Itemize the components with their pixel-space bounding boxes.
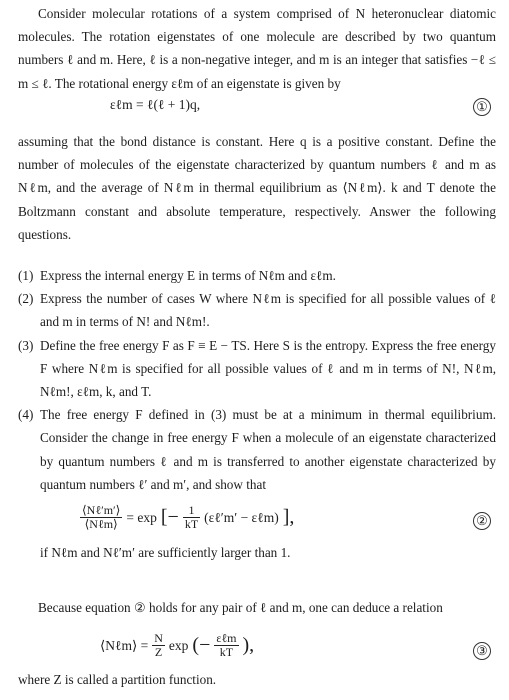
equation-3-number: ③ (473, 642, 491, 660)
closing-paragraph: Because equation ② holds for any pair of ℓ and m, one can deduce a relation (38, 600, 443, 615)
q4-condition-text: if Nℓm and Nℓ′m′ are sufficiently larger than 1. (40, 545, 291, 560)
eq2-exp: = exp (126, 509, 157, 525)
eq2-close-bracket: ], (282, 506, 295, 528)
eq2-lhs-fraction (80, 504, 122, 531)
eq3-denominator: Z (154, 645, 163, 659)
eq3-exp: exp (168, 637, 189, 653)
equation-2 (80, 504, 294, 531)
eq2-lhs-denominator: ⟨Nℓm⟩ (84, 517, 118, 531)
eq3-numerator: N (154, 631, 163, 645)
eq3-lhs: ⟨Nℓm⟩ = (100, 637, 149, 653)
question-text: Express the number of cases W where Nℓm is specified for all possible values of ℓ and m in terms of N! and Nℓm!. (40, 291, 496, 330)
eq2-tail: (εℓ′m′ − εℓm) (204, 509, 279, 525)
question-list (18, 264, 496, 496)
eq2-open-bracket: [− (160, 506, 179, 528)
eq2-lhs-numerator: ⟨Nℓ′m′⟩ (82, 503, 121, 517)
question-text: Express the internal energy E in terms of Nℓm and εℓm. (40, 268, 336, 283)
definitions-paragraph: assuming that the bond distance is constant. Here q is a positive constant. Define the number of molecules of the eigenstate characterized by quantum numbers ℓ and m as Nℓm, and the average of Nℓm in thermal equilibrium as ⟨Nℓm⟩. k and T denote the Boltzmann constant and absolute temperature, respectively. Answer the following questions. (18, 134, 496, 242)
question-item (18, 287, 496, 333)
eq3-close-paren: ), (242, 634, 255, 656)
question-number: (3) (18, 337, 34, 353)
question-item (18, 334, 496, 404)
intro-paragraph: Consider molecular rotations of a system comprised of N heteronuclear diatomic molecules. The rotation eigenstates of one molecule are described by two quantum numbers ℓ and m. Here, ℓ is a non-negative integer, and m is an integer that satisfies −ℓ ≤ m ≤ ℓ. The rotational energy εℓm of an eigenstate is given by (18, 6, 496, 91)
eq2-inner-denominator: kT (184, 517, 199, 531)
question-text: Define the free energy F as F ≡ E − TS. Here S is the entropy. Express the free energy F where Nℓm is specified for all possible values of ℓ and m in terms of N!, Nℓm, Nℓm!, εℓm, k, and T. (40, 337, 496, 400)
equation-3 (100, 632, 254, 659)
eq3-inner-numerator: εℓm (216, 631, 237, 645)
question-item (18, 264, 496, 287)
eq3-inner-fraction (214, 632, 238, 659)
question-text: The free energy F defined in (3) must be at a minimum in thermal equilibrium. Consider the change in free energy F when a molecule of an eigenstate characterized by quantum numbers ℓ and m is transferred to another eigenstate characterized by quantum numbers ℓ′ and m′, and show that (40, 407, 496, 492)
question-item (18, 403, 496, 496)
equation-1-number: ① (473, 98, 491, 116)
eq2-inner-fraction (183, 504, 200, 531)
eq3-fraction (152, 632, 165, 659)
eq3-open-paren: (− (192, 634, 211, 656)
equation-2-number: ② (473, 512, 491, 530)
eq2-inner-numerator: 1 (183, 504, 200, 518)
question-number: (2) (18, 291, 34, 307)
final-line: where Z is called a partition function. (18, 672, 217, 687)
question-number: (1) (18, 268, 34, 283)
question-number: (4) (18, 407, 34, 423)
eq3-inner-denominator: kT (219, 645, 234, 659)
equation-1: εℓm = ℓ(ℓ + 1)q, (110, 97, 201, 112)
